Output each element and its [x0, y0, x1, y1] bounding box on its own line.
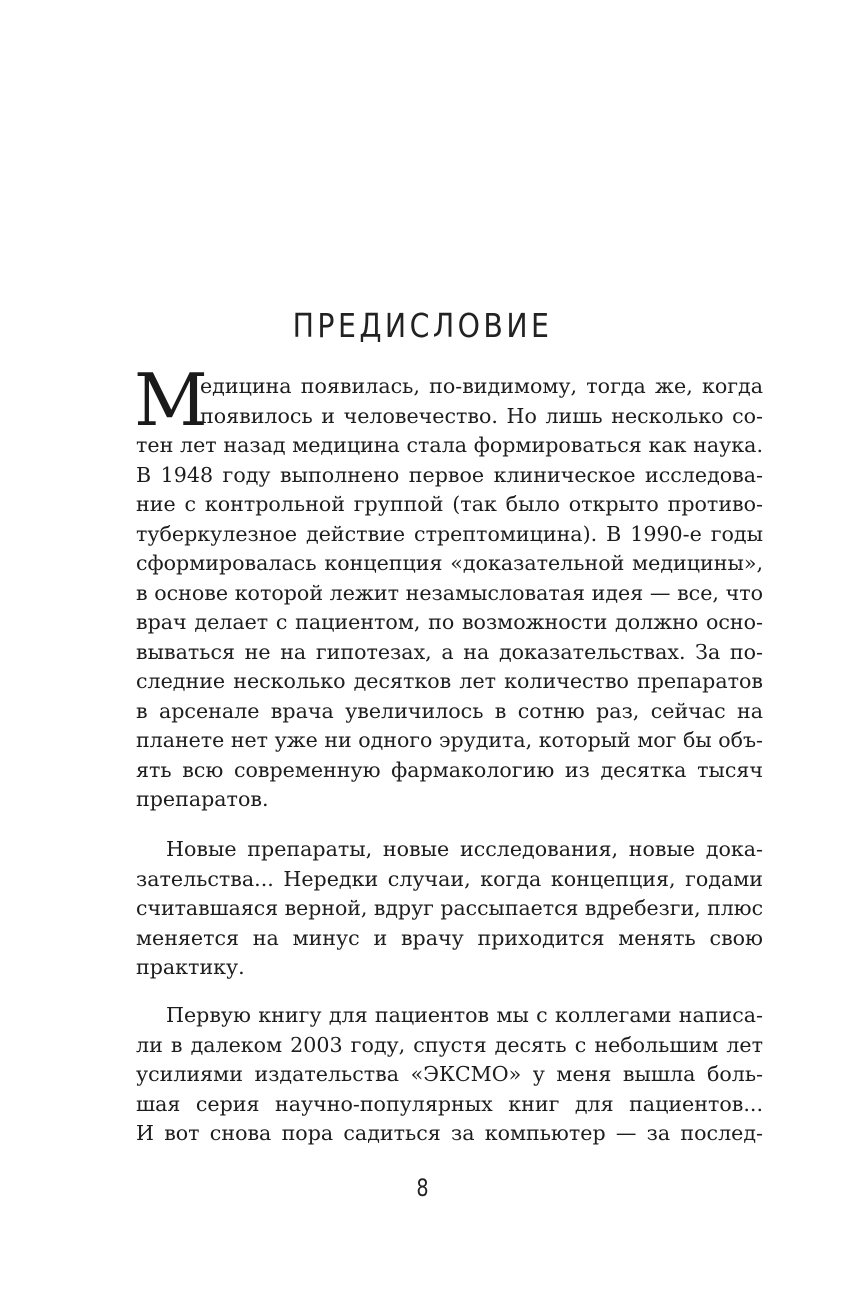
chapter-heading: ПРЕДИСЛОВИЕ — [292, 306, 553, 345]
paragraph-2 — [136, 835, 763, 983]
text-line: вываться не на гипотезах, а на доказательствах. За по- — [136, 639, 763, 664]
text-line: шая серия научно-популярных книг для пациентов... — [136, 1091, 763, 1116]
text-line: меняется на минус и врачу приходится менять свою — [136, 925, 763, 950]
text-line: Первую книгу для пациентов мы с коллегами написа- — [166, 1003, 763, 1027]
paragraph-1 — [136, 372, 763, 815]
text-line: туберкулезное действие стрептомицина). В 1990-е годы — [136, 521, 763, 546]
text-line: практику. — [136, 955, 245, 979]
text-line: в арсенале врача увеличилось в сотню раз, сейчас на — [136, 698, 763, 723]
drop-cap: М — [134, 358, 208, 442]
text-line: ли в далеком 2003 году, спустя десять с небольшим лет — [136, 1032, 763, 1057]
text-line: врач делает с пациентом, по возможности должно осно- — [136, 610, 763, 634]
text-line: Новые препараты, новые исследования, новые дока- — [166, 837, 763, 861]
text-line: И вот снова пора садиться за компьютер — за послед- — [136, 1121, 763, 1145]
text-line: ять всю современную фармакологию из десятка тысяч — [136, 757, 763, 782]
text-line: считавшаяся верной, вдруг рассыпается вдребезги, плюс — [136, 896, 764, 920]
text-line: препаратов. — [136, 787, 269, 811]
paragraph-3 — [136, 1001, 763, 1149]
text-line: едицина появилась, по-видимому, тогда же, когда — [200, 374, 763, 398]
text-line: в основе которой лежит незамысловатая идея — все, что — [136, 580, 763, 605]
text-line: В 1948 году выполнено первое клиническое исследова- — [136, 462, 763, 487]
page-number: 8 — [416, 1174, 429, 1202]
text-line: появилось и человечество. Но лишь несколько со- — [200, 403, 763, 428]
text-line: тен лет назад медицина стала формироваться как наука. — [136, 433, 763, 457]
text-line: усилиями издательства «ЭКСМО» у меня вышла боль- — [136, 1062, 763, 1086]
text-line: ние с контрольной группой (так было открыто противо- — [136, 492, 763, 516]
text-line: планете нет уже ни одного эрудита, который мог бы объ- — [136, 728, 763, 752]
text-line: следние несколько десятков лет количество препаратов — [136, 669, 763, 693]
text-line: зательства... Нередки случаи, когда концепция, годами — [136, 866, 763, 891]
text-line: сформировалась концепция «доказательной медицины», — [136, 551, 763, 575]
